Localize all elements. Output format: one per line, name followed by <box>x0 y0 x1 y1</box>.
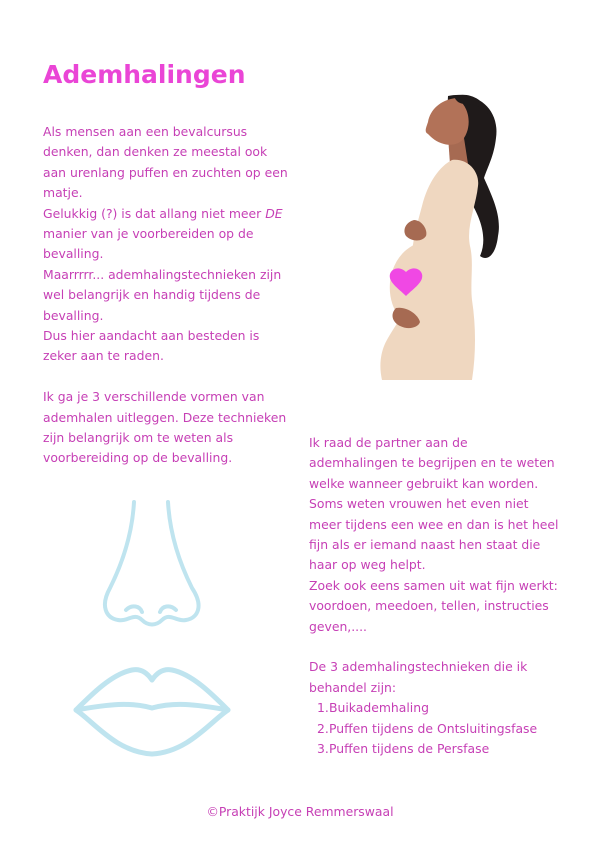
intro-column <box>43 122 293 469</box>
intro-p2-emphasis: DE <box>265 205 283 221</box>
intro-p2-start: Gelukkig (?) is dat allang niet meer <box>43 205 266 221</box>
partner-column <box>309 433 559 759</box>
partner-paragraph-3: Zoek ook eens samen uit wat fijn werkt: voordoen, meedoen, tellen, instructies geven,.... <box>309 577 558 634</box>
list-number: 1. <box>317 700 329 716</box>
intro-paragraph-3: Maarrrrr... ademhalingstechnieken zijn wel belangrijk en handig tijdens de bevalling. <box>43 266 282 323</box>
footer-copyright: ©Praktijk Joyce Remmerswaal <box>206 804 394 819</box>
face <box>426 98 469 145</box>
list-label: Buikademhaling <box>329 700 429 716</box>
intro-paragraph-1: Als mensen aan een bevalcursus denken, dan denken ze meestal ook aan urenlang puffen en zuchten op een matje. <box>43 124 288 201</box>
page-title: Ademhalingen <box>43 60 246 89</box>
techniques-heading: De 3 ademhalingstechnieken die ik behandel zijn: <box>309 659 528 695</box>
techniques-list <box>309 698 559 759</box>
nose-icon <box>96 498 206 633</box>
list-label: Puffen tijdens de Persfase <box>329 741 490 757</box>
intro-p2-end: manier van je voorbereiden op de bevalling. <box>43 226 254 262</box>
list-label: Puffen tijdens de Ontsluitingsfase <box>329 720 538 736</box>
list-item <box>309 739 559 759</box>
partner-paragraph-1: Ik raad de partner aan de ademhalingen te begrijpen en te weten welke wanneer gebruikt kan worden. <box>309 435 555 491</box>
lips-icon <box>70 660 234 760</box>
intro-paragraph-2 <box>43 204 293 265</box>
intro-paragraph-5: Ik ga je 3 verschillende vormen van ademhalen uitleggen. Deze technieken zijn belangrijk om te weten als voorbereiding op de bevalling. <box>43 389 287 466</box>
list-item <box>309 719 559 739</box>
partner-paragraph-2: Soms weten vrouwen het even niet meer tijdens een wee en dan is het heel fijn als er iemand naast hen staat die haar op weg helpt. <box>309 496 559 573</box>
list-item <box>309 698 559 718</box>
intro-paragraph-4: Dus hier aandacht aan besteden is zeker aan te raden. <box>43 328 260 364</box>
pregnant-woman-illustration <box>360 86 520 386</box>
list-number: 2. <box>317 720 329 736</box>
list-number: 3. <box>317 741 329 757</box>
